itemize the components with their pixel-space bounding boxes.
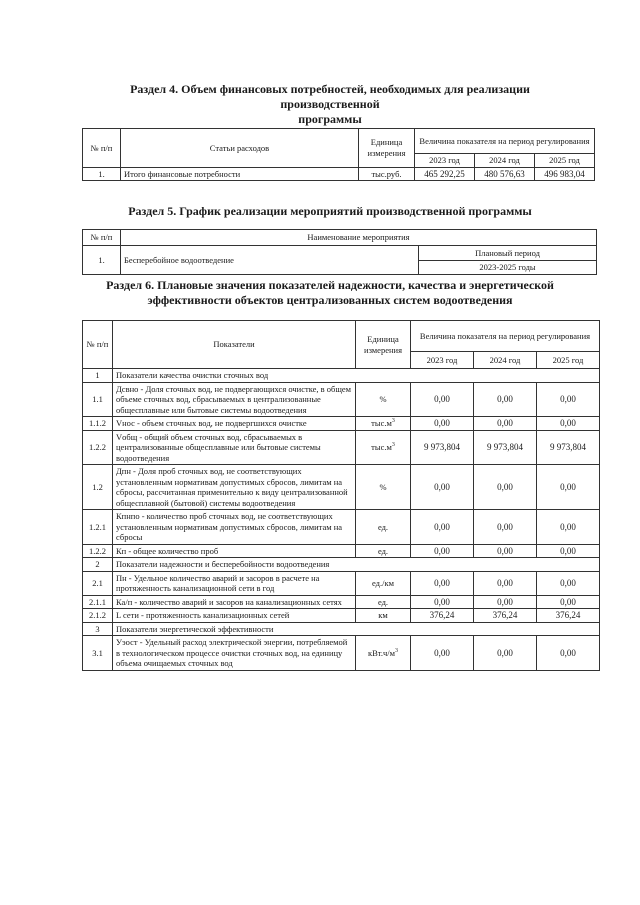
row-num: 1. (83, 167, 121, 181)
row-num: 1.2.2 (83, 544, 113, 558)
table-section-row (83, 369, 600, 383)
row-unit-text: ед. (377, 521, 389, 532)
table-row (83, 430, 600, 465)
row-name: L сети - протяженность канализационных сетей (113, 609, 356, 623)
row-value-2025: 9 973,804 (537, 430, 600, 465)
col-header-name: Наименование мероприятия (121, 230, 597, 246)
row-num: 3 (83, 622, 113, 636)
row-value-2024: 0,00 (474, 382, 537, 417)
row-unit: тыс.руб. (359, 167, 415, 181)
row-value-2024: 0,00 (474, 636, 537, 671)
row-unit (356, 430, 411, 465)
row-unit-superscript: 3 (395, 647, 398, 654)
row-value-2025: 0,00 (537, 510, 600, 545)
row-num: 1.2 (83, 465, 113, 510)
row-value-2024: 0,00 (474, 595, 537, 609)
row-value-2023: 0,00 (411, 544, 474, 558)
row-num: 1.2.2 (83, 430, 113, 465)
row-value-2024: 0,00 (474, 465, 537, 510)
row-section-name: Показатели качества очистки сточных вод (113, 369, 600, 383)
section-6-heading-line2: эффективности объектов централизованных систем водоотведения (147, 293, 513, 307)
row-value-2023: 9 973,804 (411, 430, 474, 465)
col-header-period: Величина показателя на период регулирования (411, 321, 600, 352)
row-unit (356, 595, 411, 609)
row-name: Кп - общее количество проб (113, 544, 356, 558)
row-num: 2.1.1 (83, 595, 113, 609)
table-row (83, 465, 600, 510)
table-row (83, 544, 600, 558)
row-value-2023: 0,00 (411, 595, 474, 609)
section-5-heading (80, 204, 580, 219)
row-name: Пн - Удельное количество аварий и засоров в расчете на протяженность канализационной сети в год (113, 571, 356, 595)
row-unit (356, 571, 411, 595)
row-value-2023: 0,00 (411, 417, 474, 431)
table-row (83, 636, 600, 671)
row-value-2025: 376,24 (537, 609, 600, 623)
row-value-2023: 0,00 (411, 510, 474, 545)
row-name: Уэост - Удельный расход электрической энергии, потребляемой в технологическом процессе очистки сточных вод, на единицу объема очищаемых сточных вод (113, 636, 356, 671)
table-row (83, 382, 600, 417)
row-unit-text: % (379, 394, 387, 404)
row-name: Vнос - объем сточных вод, не подвергшихся очистке (113, 417, 356, 431)
row-unit (356, 510, 411, 545)
table-row (83, 609, 600, 623)
col-header-num: № п/п (83, 230, 121, 246)
row-value-2025: 0,00 (537, 636, 600, 671)
table-section-row (83, 622, 600, 636)
indicators-table (82, 320, 600, 671)
row-num: 2.1.2 (83, 609, 113, 623)
row-unit-text: ед. (377, 545, 389, 556)
row-value-2025: 0,00 (537, 571, 600, 595)
table-row (83, 571, 600, 595)
row-num: 1 (83, 369, 113, 383)
col-header-2024: 2024 год (474, 352, 537, 369)
row-num: 2.1 (83, 571, 113, 595)
row-unit (356, 382, 411, 417)
row-name: Ка/п - количество аварий и засоров на канализационных сетях (113, 595, 356, 609)
col-header-unit: Единица измерения (359, 129, 415, 168)
row-value-2025: 0,00 (537, 382, 600, 417)
row-value-2023: 0,00 (411, 571, 474, 595)
row-name: Дсвно - Доля сточных вод, не подвергающихся очистке, в общем объеме сточных вод, сбрасываемых в централизованные общесплавные или бытовые системы водоотведения (113, 382, 356, 417)
row-num: 1.1.2 (83, 417, 113, 431)
row-unit-text: тыс.м (371, 442, 392, 452)
row-unit-text: тыс.м (371, 418, 392, 428)
section-4-heading-line1: Раздел 4. Объем финансовых потребностей, необходимых для реализации производственной (130, 82, 530, 111)
row-value-2025: 0,00 (537, 544, 600, 558)
row-unit-text: кВт.ч/м (367, 647, 395, 658)
col-header-period: Величина показателя на период регулирования (415, 129, 595, 154)
row-period: 2023-2025 годы (419, 260, 597, 275)
row-value-2025: 0,00 (537, 595, 600, 609)
row-unit-text: ед. (377, 596, 389, 607)
schedule-table (82, 229, 597, 275)
col-header-unit: Единица измерения (356, 321, 411, 369)
row-name: Дпн - Доля проб сточных вод, не соответствующих установленным нормативам допустимых сбросов, лимитам на сбросы, рассчитанная применительно к виду централизованной общесплавной (бытовой) системы водоотведения (113, 465, 356, 510)
row-name: Vобщ - общий объем сточных вод, сбрасываемых в централизованные общесплавные или бытовые системы водоотведения (113, 430, 356, 465)
row-value-2024: 480 576,63 (475, 167, 535, 181)
table-row (83, 510, 600, 545)
row-name: Бесперебойное водоотведение (121, 246, 419, 275)
row-num: 1. (83, 246, 121, 275)
row-value-2024: 9 973,804 (474, 430, 537, 465)
row-unit-text: % (379, 481, 387, 492)
financial-needs-table (82, 128, 595, 181)
col-header-item: Статьи расходов (121, 129, 359, 168)
row-num: 2 (83, 558, 113, 572)
table-row (83, 417, 600, 431)
row-unit-superscript: 3 (391, 418, 395, 425)
row-unit-superscript: 3 (391, 442, 395, 449)
row-num: 3.1 (83, 636, 113, 671)
row-unit (356, 417, 411, 431)
section-5-heading-text: Раздел 5. График реализации мероприятий производственной программы (128, 204, 532, 218)
row-value-2024: 376,24 (474, 609, 537, 623)
col-header-2025: 2025 год (535, 154, 595, 168)
row-value-2025: 0,00 (537, 465, 600, 510)
col-header-2024: 2024 год (475, 154, 535, 168)
col-header-name: Показатели (113, 321, 356, 369)
row-section-name: Показатели энергетической эффективности (113, 622, 600, 636)
col-header-num: № п/п (83, 129, 121, 168)
table-row (83, 246, 597, 261)
section-6-heading (80, 278, 580, 308)
row-unit-text: ед./км (372, 577, 394, 588)
col-header-2023: 2023 год (411, 352, 474, 369)
row-unit (356, 544, 411, 558)
row-item: Итого финансовые потребности (121, 167, 359, 181)
col-header-2023: 2023 год (415, 154, 475, 168)
section-6-heading-line1: Раздел 6. Плановые значения показателей надежности, качества и энергетической (106, 278, 554, 292)
row-value-2024: 0,00 (474, 571, 537, 595)
row-section-name: Показатели надежности и бесперебойности водоотведения (113, 558, 600, 572)
row-unit (356, 636, 411, 671)
table-row (83, 595, 600, 609)
row-value-2024: 0,00 (474, 510, 537, 545)
row-value-2024: 0,00 (474, 417, 537, 431)
row-num: 1.2.1 (83, 510, 113, 545)
table-row (83, 167, 595, 181)
row-value-2025: 496 983,04 (535, 167, 595, 181)
section-4-heading-line2: программы (298, 112, 362, 126)
row-value-2025: 0,00 (537, 417, 600, 431)
row-value-2023: 376,24 (411, 609, 474, 623)
row-unit (356, 465, 411, 510)
row-value-2024: 0,00 (474, 544, 537, 558)
row-value-2023: 0,00 (411, 465, 474, 510)
row-unit-text: км (378, 610, 388, 620)
row-value-2023: 465 292,25 (415, 167, 475, 181)
row-unit (356, 609, 411, 623)
col-header-2025: 2025 год (537, 352, 600, 369)
row-value-2023: 0,00 (411, 636, 474, 671)
row-value-2023: 0,00 (411, 382, 474, 417)
section-4-heading (80, 82, 580, 127)
col-header-num: № п/п (83, 321, 113, 369)
row-num: 1.1 (83, 382, 113, 417)
row-name: Кпнпо - количество проб сточных вод, не соответствующих установленным нормативам допустимых сбросов, лимитам на сбросы (113, 510, 356, 545)
table-section-row (83, 558, 600, 572)
col-header-period: Плановый период (419, 246, 597, 261)
